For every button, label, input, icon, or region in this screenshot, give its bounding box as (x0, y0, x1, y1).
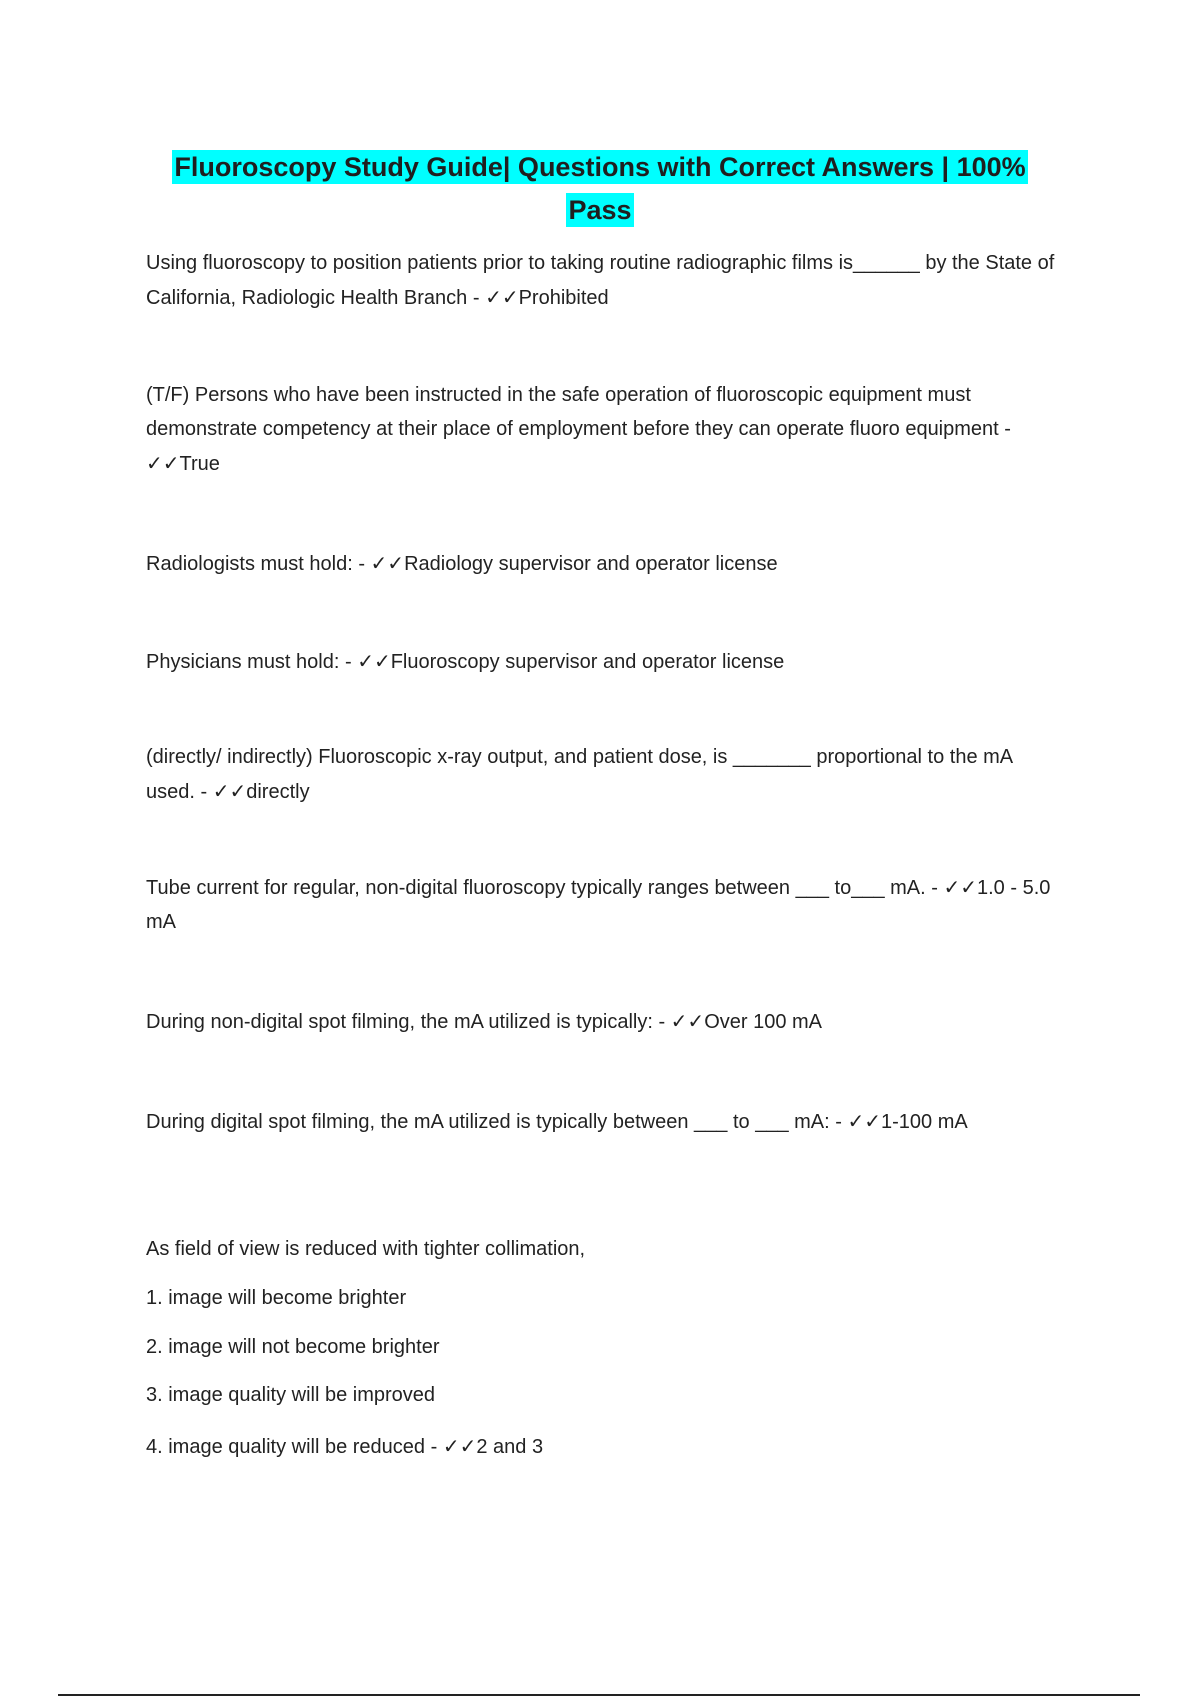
answer-text: 1.0 - 5.0 mA (146, 877, 1051, 933)
qa-item (146, 740, 1066, 809)
question-text: Physicians must hold: - (146, 651, 358, 673)
qa-item (146, 246, 1066, 315)
question-text: Tube current for regular, non-digital fluoroscopy typically ranges between ___ to___ mA. - (146, 877, 944, 899)
answer-text: Prohibited (518, 287, 609, 309)
qa-item (146, 378, 1066, 481)
question-text: During non-digital spot filming, the mA utilized is typically: - (146, 1011, 671, 1033)
double-check-icon: ✓✓ (847, 1109, 881, 1133)
question-text: Using fluoroscopy to position patients prior to taking routine radiographic films is______ by the State of California, Radiologic Health Branch - (146, 252, 1055, 309)
double-check-icon: ✓✓ (212, 779, 247, 803)
double-check-icon: ✓✓ (943, 875, 977, 899)
question-stem: As field of view is reduced with tighter collimation, (146, 1238, 586, 1260)
answer-text: directly (246, 781, 310, 803)
question-text: During digital spot filming, the mA utilized is typically between ___ to ___ mA: - (146, 1111, 848, 1133)
double-check-icon: ✓✓ (146, 451, 180, 475)
double-check-icon: ✓✓ (357, 649, 391, 673)
answer-text: True (179, 453, 220, 475)
document-title (140, 146, 1060, 232)
double-check-icon: ✓✓ (670, 1009, 705, 1033)
option-item: 1. image will become brighter (146, 1287, 407, 1309)
double-check-icon: ✓✓ (370, 551, 405, 575)
answer-text: Radiology supervisor and operator license (404, 553, 778, 575)
double-check-icon: ✓✓ (442, 1434, 477, 1458)
option-item: 2. image will not become brighter (146, 1336, 440, 1358)
qa-item (146, 644, 1066, 679)
question-text: (directly/ indirectly) Fluoroscopic x-ray output, and patient dose, is _______ proportional to the mA used. - (146, 746, 1013, 803)
page-bottom-rule (58, 1694, 1140, 1696)
qa-item (146, 870, 1066, 939)
double-check-icon: ✓✓ (485, 285, 519, 309)
qa-item (146, 546, 1066, 581)
answer-text: 1-100 mA (880, 1111, 968, 1133)
title-line-2: Pass (568, 195, 632, 225)
title-line-1: Fluoroscopy Study Guide| Questions with Correct Answers | 100% (174, 152, 1026, 182)
answer-text: 2 and 3 (476, 1436, 544, 1458)
option-item: 3. image quality will be improved (146, 1384, 436, 1406)
question-text: Radiologists must hold: - (146, 553, 371, 575)
qa-item (146, 1104, 1066, 1139)
answer-text: Over 100 mA (704, 1011, 823, 1033)
option-item-with-answer (146, 1431, 1066, 1462)
question-text: (T/F) Persons who have been instructed in the safe operation of fluoroscopic equipment must demonstrate competency at their place of employment before they can operate fluoro equipment - (146, 384, 1011, 440)
option-text: 4. image quality will be reduced - (146, 1436, 443, 1458)
answer-text: Fluoroscopy supervisor and operator license (390, 651, 785, 673)
qa-item (146, 1004, 1066, 1039)
